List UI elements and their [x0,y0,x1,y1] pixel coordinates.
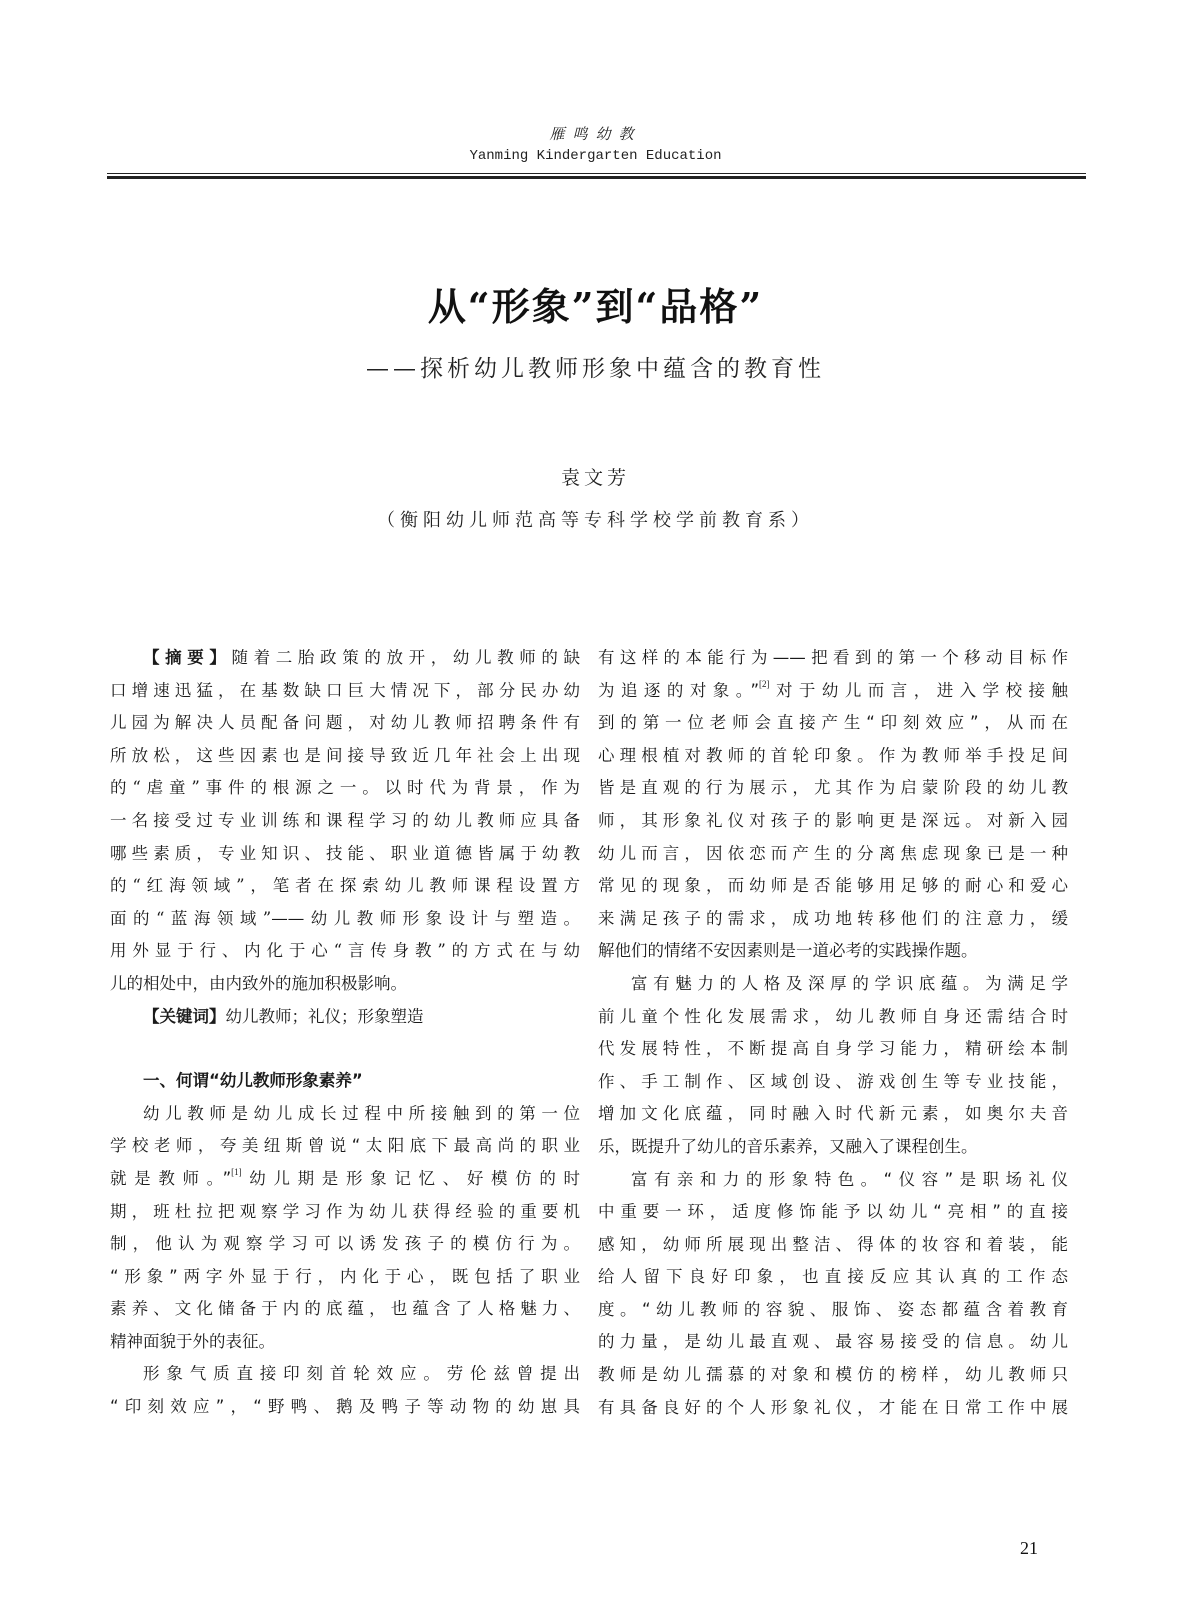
body-line: 来满足孩子的需求，成功地转移他们的注意力，缓 [598,908,1068,928]
abstract-line: 口增速迅猛，在基数缺口巨大情况下，部分民办幼 [110,680,580,700]
keywords-line [110,1001,580,1034]
keywords [110,1001,580,1034]
body-line: 有这样的本能行为——把看到的第一个移动目标作 [598,648,1068,667]
abstract-text: 随着二胎政策的放开，幼儿教师的缺 [231,648,581,667]
author-affiliation: （衡阳幼儿师范高等专科学校学前教育系） [377,510,814,531]
body-line: 给人留下良好印象，也直接反应其认真的工作态 [598,1267,1068,1287]
body-line: 度。“幼儿教师的容貌、服饰、姿态都蕴含着教育 [598,1299,1068,1319]
page-number: 21 [1020,1538,1038,1558]
article-subtitle: ——探析幼儿教师形象中蕴含的教育性 [366,356,825,382]
body-line: 乐，既提升了幼儿的音乐素养，又融入了课程创生。 [598,1136,978,1156]
body-line: 到的第一位老师会直接产生“印刻效应”，从而在 [598,713,1068,733]
keywords-label: 【关键词】 [143,1006,226,1026]
body-text: 对于幼儿而言，进入学校接触 [769,680,1068,700]
body-text: 幼儿期是形象记忆、好模仿的时 [241,1168,580,1188]
abstract [110,642,580,1001]
body-line: 常见的现象，而幼师是否能够用足够的耐心和爱心 [598,876,1068,896]
body-line: 富有魅力的人格及深厚的学识底蕴。为满足学 [631,973,1068,993]
abstract-line: 儿园为解决人员配备问题，对幼儿教师招聘条件有 [110,713,580,733]
body-line [110,1163,580,1196]
right-paragraph-3 [598,1164,1068,1425]
body-line: “形象”两字外显于行，内化于心，既包括了职业 [110,1266,580,1286]
keywords-text: 幼儿教师；礼仪；形象塑造 [225,1006,424,1026]
body-text: 为追逐的对象。” [598,680,760,700]
body-line: 作、手工制作、区域创设、游戏创生等专业技能， [598,1071,1068,1091]
body-text: 就是教师。” [110,1168,232,1188]
body-line: 幼儿教师是幼儿成长过程中所接触到的第一位 [143,1103,580,1123]
author-name: 袁文芳 [560,467,630,489]
section1-paragraph-1 [110,1098,580,1359]
section1-paragraph-2 [110,1358,580,1423]
abstract-line: 哪些素质，专业知识、技能、职业道德皆属于幼教 [110,843,580,863]
citation-ref-1[interactable]: [1] [231,1166,242,1177]
right-column [598,642,1068,1424]
abstract-line [110,642,580,675]
abstract-label: 【摘要】 [143,648,232,667]
body-line: 形象气质直接印刻首轮效应。劳伦兹曾提出 [143,1364,580,1384]
abstract-line: 的“红海领域”，笔者在探索幼儿教师课程设置方 [110,876,580,896]
body-line: 富有亲和力的形象特色。“仪容”是职场礼仪 [631,1169,1068,1189]
abstract-line: 所放松，这些因素也是间接导致近几年社会上出现 [110,745,580,765]
running-header [0,124,1191,166]
header-rule-thick [107,176,1086,179]
section-heading: 一、何谓“幼儿教师形象素养” [143,1071,363,1091]
journal-name-cn: 雁鸣幼教 [549,125,642,143]
right-paragraph-1 [598,642,1068,968]
spacer [110,1033,580,1065]
body-line: 幼儿而言，因依恋而产生的分离焦虑现象已是一种 [598,843,1068,863]
body-line: 感知，幼师所展现出整洁、得体的妆容和着装，能 [598,1234,1068,1254]
right-paragraph-2 [598,968,1068,1164]
left-column [110,642,580,1424]
body-line: 有具备良好的个人形象礼仪，才能在日常工作中展 [598,1397,1068,1417]
abstract-line: 的“虐童”事件的根源之一。以时代为背景，作为 [110,778,580,798]
body-line: 精神面貌于外的表征。 [110,1331,275,1351]
body-line: 师，其形象礼仪对孩子的影响更是深远。对新入园 [598,810,1068,830]
body-line: 皆是直观的行为展示，尤其作为启蒙阶段的幼儿教 [598,778,1068,798]
abstract-line: 一名接受过专业训练和课程学习的幼儿教师应具备 [110,810,580,830]
article-title: 从“形象”到“品格” [427,284,764,329]
journal-name-en: Yanming Kindergarten Education [469,148,722,164]
body-line: 的力量，是幼儿最直观、最容易接受的信息。幼儿 [598,1332,1068,1352]
body-line: 期，班杜拉把观察学习作为幼儿获得经验的重要机 [110,1201,580,1221]
body-line: 中重要一环，适度修饰能予以幼儿“亮相”的直接 [598,1202,1068,1222]
header-rule-thin [107,173,1086,174]
body-line: 心理根植对教师的首轮印象。作为教师举手投足间 [598,745,1068,765]
abstract-line: 儿的相处中，由内致外的施加积极影响。 [110,973,407,993]
body-line: 制，他认为观察学习可以诱发孩子的模仿行为。 [110,1234,580,1254]
body-line: 解他们的情绪不安因素则是一道必考的实践操作题。 [598,941,978,961]
abstract-line: 用外显于行、内化于心“言传身教”的方式在与幼 [110,941,580,961]
citation-ref-2[interactable]: [2] [759,678,770,689]
body-line: 素养、文化储备于内的底蕴，也蕴含了人格魅力、 [110,1299,580,1319]
body-line: “印刻效应”，“野鸭、鹅及鸭子等动物的幼崽具 [110,1397,580,1417]
abstract-line: 面的“蓝海领域”——幼儿教师形象设计与塑造。 [110,908,580,928]
body-line: 教师是幼儿孺慕的对象和模仿的榜样，幼儿教师只 [598,1365,1068,1385]
body-line: 前儿童个性化发展需求，幼儿教师自身还需结合时 [598,1006,1068,1026]
body-line [598,675,1068,708]
body-line: 学校老师，夸美纽斯曾说“太阳底下最高尚的职业 [110,1136,580,1156]
body-line: 代发展特性，不断提高自身学习能力，精研绘本制 [598,1039,1068,1059]
body-line: 增加文化底蕴，同时融入时代新元素，如奥尔夫音 [598,1104,1068,1124]
